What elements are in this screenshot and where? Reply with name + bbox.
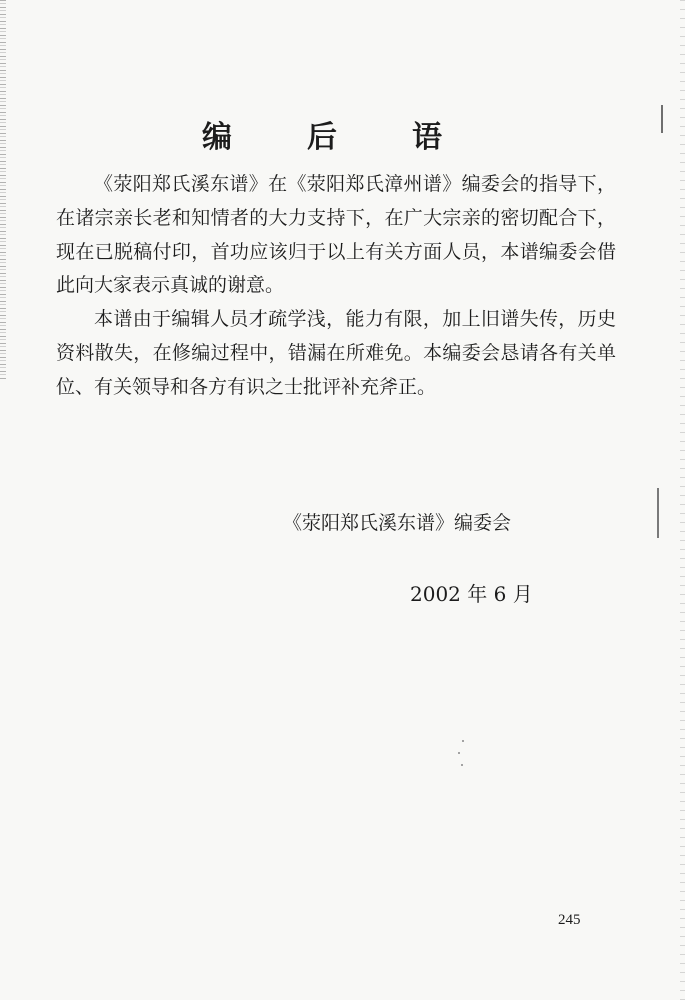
scan-speck xyxy=(462,740,464,742)
scan-speck xyxy=(461,764,463,766)
page-number: 245 xyxy=(558,912,581,928)
paragraph-apology: 本谱由于编辑人员才疏学浅，能力有限，加上旧谱失传，历史资料散失，在修编过程中，错漏在所难免。本编委会恳请各有关单位、有关领导和各方有识之士批评补充斧正。 xyxy=(56,308,616,398)
scan-mark-middle xyxy=(657,488,659,538)
title-char-2: 后 xyxy=(307,120,337,156)
publication-date: 2002 年 6 月 xyxy=(410,582,533,606)
editorial-committee-signature: 《荥阳郑氏溪东谱》编委会 xyxy=(283,512,512,534)
body-text xyxy=(56,168,616,405)
scan-mark-top xyxy=(661,105,663,133)
title-char-3: 语 xyxy=(412,120,442,156)
scan-edge-right xyxy=(680,0,685,1000)
scan-speck xyxy=(458,752,460,754)
title-char-1: 编 xyxy=(202,120,232,156)
page-title xyxy=(197,112,447,156)
paragraph-acknowledgement: 《荥阳郑氏溪东谱》在《荥阳郑氏漳州谱》编委会的指导下，在诸宗亲长老和知情者的大力支持下，在广大宗亲的密切配合下，现在已脱稿付印，首功应该归于以上有关方面人员，本谱编委会借此向大家表示真诚的谢意。 xyxy=(56,173,616,297)
scan-edge-left xyxy=(0,0,6,380)
